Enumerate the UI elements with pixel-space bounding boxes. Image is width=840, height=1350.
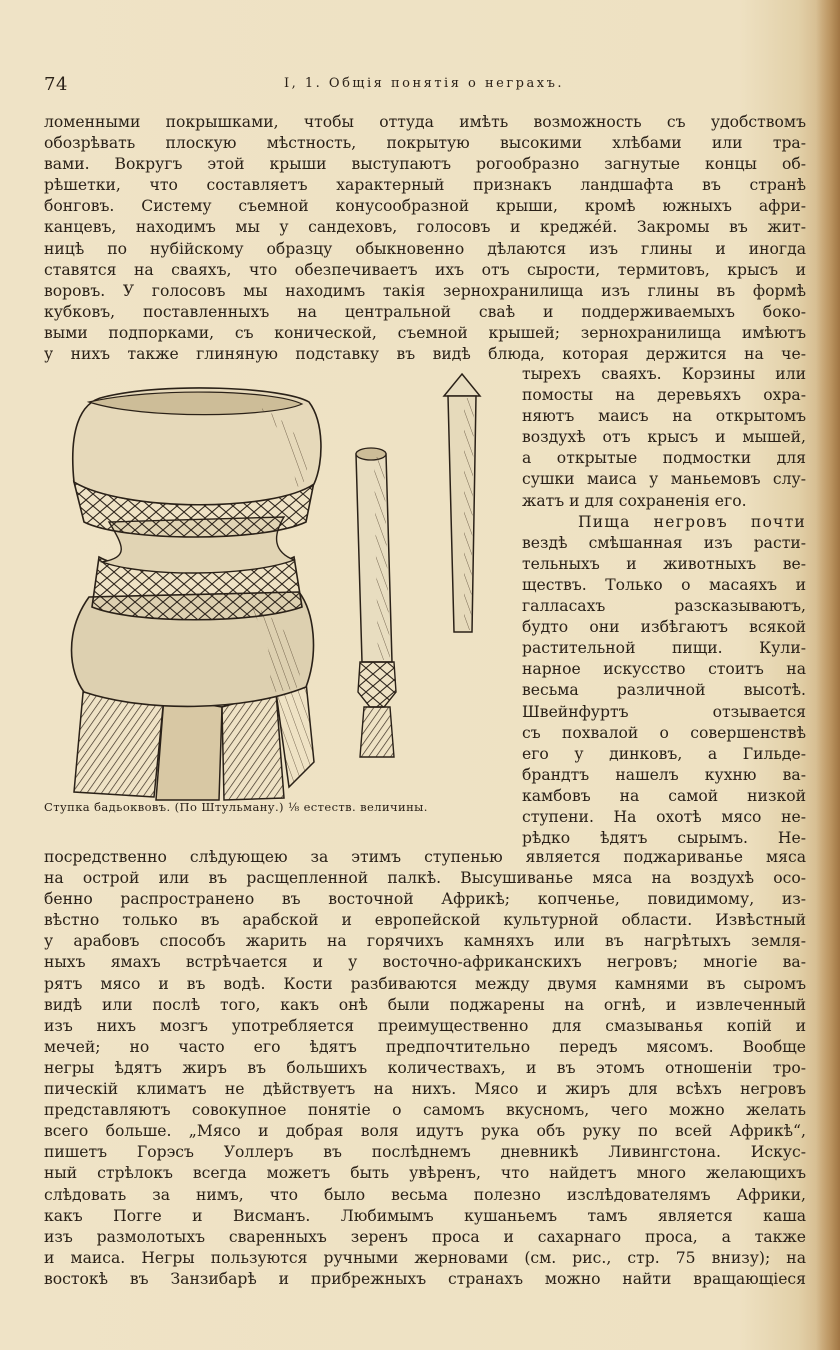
text-line: Пища негровъ почти [578,512,806,531]
running-title: I, 1. Общія понятія о неграхъ. [284,76,564,91]
text-line: изъ нихъ мозгъ употребляется преимущественно для смазыванья копій и [44,1016,806,1035]
text-line: галласахъ разсказываютъ, [522,597,806,616]
text-line: видѣ или послѣ того, какъ онѣ были поджарены на огнѣ, и извлеченный [44,995,806,1014]
text-line: негры ѣдятъ жиръ въ большихъ количествахъ, и въ этомъ отношеніи тро- [44,1058,806,1077]
text-line: бенно распространено въ восточной Африкѣ; копченье, повидимому, из- [44,890,806,909]
text-line: ществъ. Только о масаяхъ и [522,575,806,594]
figure-mortar-and-pestle [44,362,514,802]
text-line: ступени. На охотѣ мясо не- [522,807,806,826]
body-text-bottom [44,847,806,1290]
page-edge [816,0,840,1350]
text-line: помосты на деревьяхъ охра- [522,386,806,405]
text-line: востокѣ въ Занзибарѣ и прибрежныхъ странахъ можно найти вращающіеся [44,1269,806,1288]
text-line: весьма различной высотѣ. [522,681,806,700]
text-line: и маиса. Негры пользуются ручными жерновами (см. рис., стр. 75 внизу); на [44,1248,806,1267]
text-line: изъ размолотыхъ сваренныхъ зеренъ проса и сахарнаго проса, а также [44,1227,806,1246]
text-line: Швейнфуртъ отзывается [522,702,806,721]
text-line: вами. Вокругъ этой крыши выступаютъ рогообразно загнутые концы об- [44,155,806,174]
text-line: мечей; но часто его ѣдятъ предпочтительно передъ мясомъ. Вообще [44,1037,806,1056]
text-line: ныхъ ямахъ встрѣчается и у восточно-африканскихъ негровъ; многіе ва- [44,953,806,972]
text-line: вѣстно только въ арабской и европейской культурной области. Извѣстный [44,911,806,930]
text-line: тырехъ сваяхъ. Корзины или [522,365,806,383]
pestle-small-icon [356,448,396,757]
text-line: какъ Погге и Висманъ. Любимымъ кушаньемъ тамъ является каша [44,1206,806,1225]
text-line: камбовъ на самой низкой [522,786,806,805]
text-line: сушки маиса у маньемовъ слу- [522,470,806,489]
text-line: его у динковъ, а Гильде- [522,744,806,763]
text-line: канцевъ, находимъ мы у сандеховъ, голосовъ и кредже́й. Закромы въ жит- [44,218,806,237]
mortar-icon [72,388,321,800]
text-line: пишетъ Горэсъ Уоллеръ въ послѣднемъ дневникѣ Ливингстона. Искус- [44,1143,806,1162]
text-line: жатъ и для сохраненія его. [522,491,747,510]
text-line: бонговъ. Систему съемной конусообразной крыши, кромѣ южныхъ афри- [44,197,806,216]
text-line: выми подпорками, съ конической, съемной крышей; зернохранилища имѣютъ [44,323,806,342]
text-line: будто они избѣгаютъ всякой [522,618,806,637]
text-line: рятъ мясо и въ водѣ. Кости разбиваются между двумя камнями въ сыромъ [44,974,806,993]
text-line: ницѣ по нубійскому образцу обыкновенно дѣлаются изъ глины и иногда [44,239,806,258]
text-line: ный стрѣлокъ всегда можетъ быть увѣренъ, что найдетъ много желающихъ [44,1164,806,1183]
text-line: няютъ маисъ на открытомъ [522,407,806,426]
text-line: тельныхъ и животныхъ ве- [522,554,806,573]
text-line: рѣдко ѣдятъ сырымъ. Не- [522,829,806,848]
text-line: кубковъ, поставленныхъ на центральной сваѣ и поддерживаемыхъ боко- [44,302,806,321]
text-line: воровъ. У голосовъ мы находимъ такія зернохранилища изъ глины въ формѣ [44,281,806,300]
text-line: нарное искусство стоитъ на [522,660,806,679]
text-line: на острой или въ расщепленной палкѣ. Высушиванье мяса на воздухѣ осо- [44,869,806,888]
text-line: пическій климатъ не дѣйствуетъ на нихъ. Мясо и жиръ для всѣхъ негровъ [44,1080,806,1099]
text-line: съ похвалой о совершенствѣ [522,723,806,742]
text-line: всего больше. „Мясо и добрая воля идутъ рука объ руку по всей Африкѣ“, [44,1122,806,1141]
page-header [44,74,804,98]
text-line: ломенными покрышками, чтобы оттуда имѣть возможность съ удобствомъ [44,113,806,131]
text-line: ставятся на сваяхъ, что обезпечиваетъ ихъ отъ сырости, термитовъ, крысъ и [44,260,806,279]
text-line: у арабовъ способъ жарить на горячихъ камняхъ или въ нагрѣтыхъ земля- [44,932,806,951]
text-line: представляютъ совокупное понятіе о самомъ вкусномъ, чего можно желать [44,1101,806,1120]
text-line: посредственно слѣдующею за этимъ ступенью является поджариванье мяса [44,848,806,866]
figure-caption: Ступка бадьоквовъ. (По Штульману.) ⅛ естеств. величины. [44,800,428,814]
pestle-long-icon [444,374,480,632]
page-number: 74 [44,74,68,95]
body-text-top [44,112,806,365]
text-line: обозрѣвать плоскую мѣстность, покрытую высокими хлѣбами или тра- [44,134,806,153]
text-line: вездѣ смѣшанная изъ расти- [522,533,806,552]
text-line: рѣшетки, что составляетъ характерный признакъ ландшафта въ странѣ [44,176,806,195]
text-line: брандтъ нашелъ кухню ва- [522,765,806,784]
text-line: растительной пищи. Кули- [522,639,806,658]
text-line: воздухѣ отъ крысъ и мышей, [522,428,806,447]
text-line: у нихъ также глиняную подставку въ видѣ блюда, которая держится на че- [44,345,806,364]
mortar-illustration [44,362,514,802]
body-text-column [522,364,806,849]
text-line: слѣдовать за нимъ, что было весьма полезно изслѣдователямъ Африки, [44,1185,806,1204]
text-line: а открытые подмостки для [522,449,806,468]
